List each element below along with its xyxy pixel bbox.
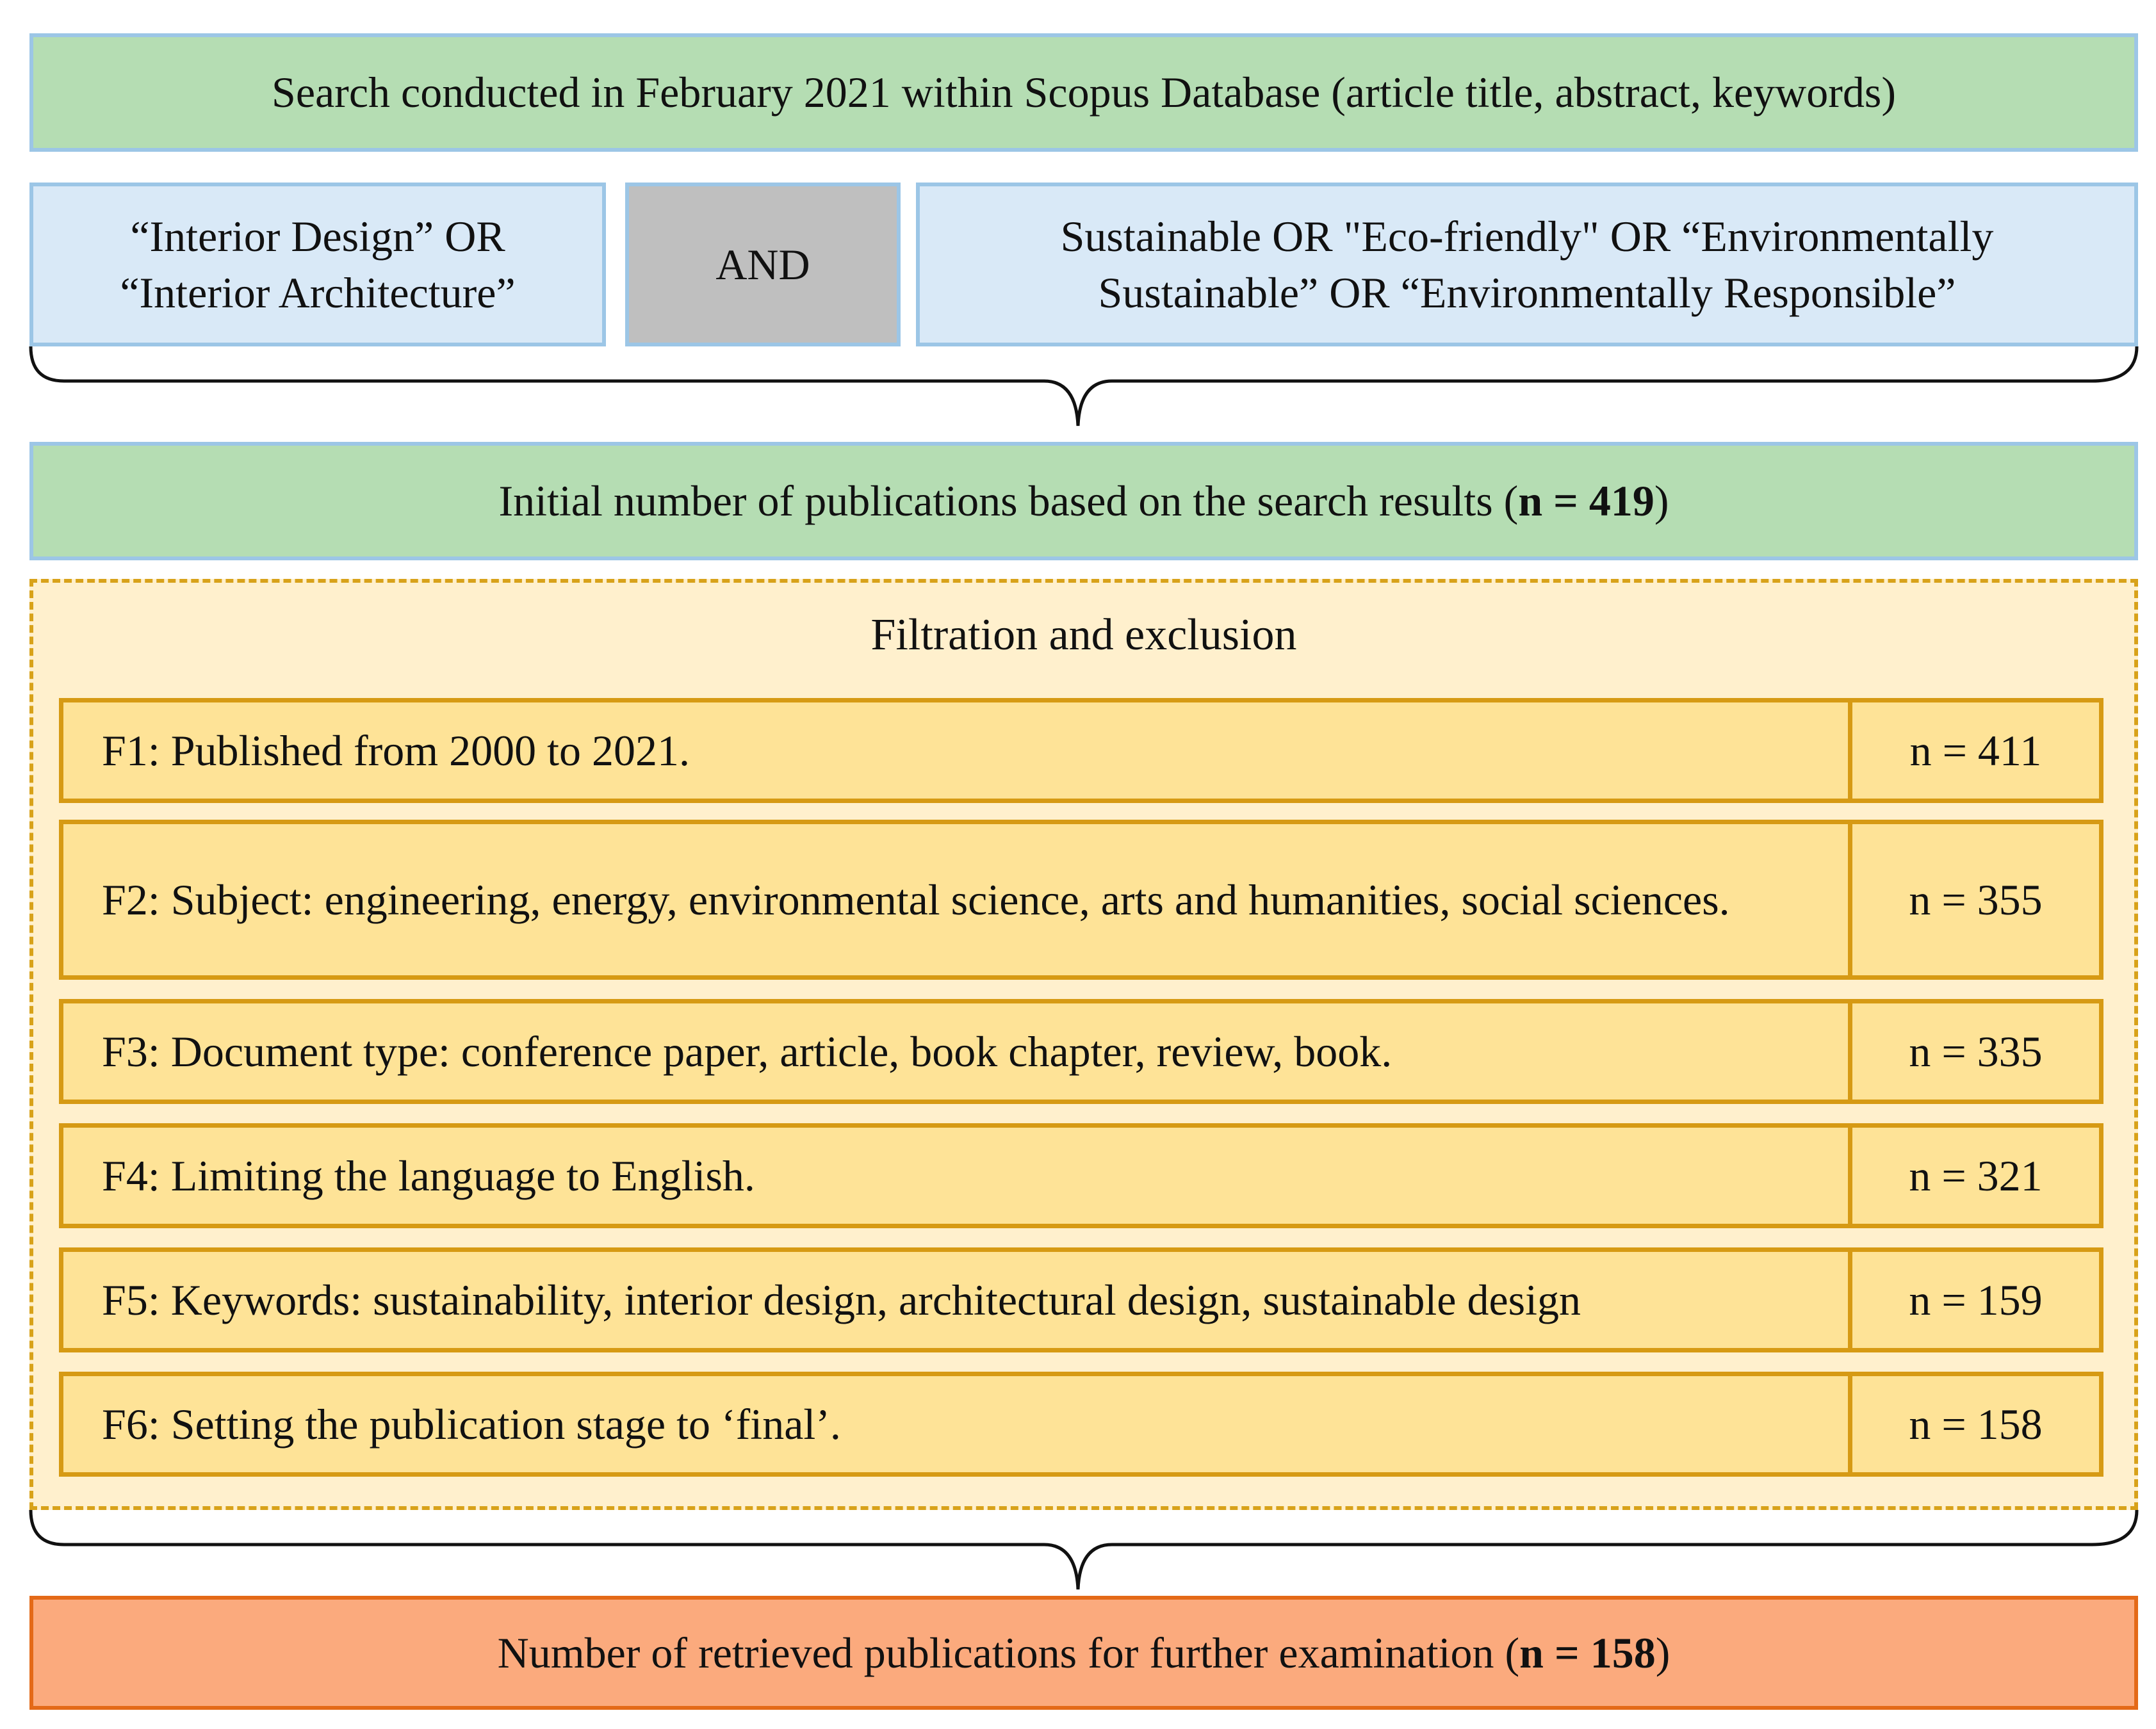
filter-row-f6	[59, 1372, 2103, 1477]
search-header-box	[29, 33, 2138, 152]
filter-label: F4: Limiting the language to English.	[63, 1128, 1852, 1224]
initial-results-text: Initial number of publications based on the search results (n = 419)	[498, 476, 1669, 526]
filter-label: F3: Document type: conference paper, article, book chapter, review, book.	[63, 1003, 1852, 1100]
filter-row-f1	[59, 698, 2103, 803]
search-header-text: Search conducted in February 2021 within Scopus Database (article title, abstract, keywords)	[272, 68, 1896, 117]
final-results-text: Number of retrieved publications for further examination (n = 158)	[497, 1628, 1670, 1677]
filter-row-f3	[59, 999, 2103, 1104]
operator-and-box	[625, 183, 901, 346]
filter-row-f2	[59, 820, 2103, 980]
search-term-right-box	[916, 183, 2138, 346]
filtration-panel	[29, 579, 2138, 1510]
search-term-left-box	[29, 183, 606, 346]
filter-count: n = 335	[1909, 1027, 2043, 1076]
filter-label: F5: Keywords: sustainability, interior design, architectural design, sustainable design	[63, 1252, 1852, 1348]
filter-row-f4	[59, 1123, 2103, 1228]
filtration-title: Filtration and exclusion	[870, 610, 1297, 660]
filter-count: n = 411	[1909, 726, 2042, 775]
final-count: n = 158	[1519, 1628, 1656, 1677]
initial-results-box	[29, 442, 2138, 560]
filter-label: F1: Published from 2000 to 2021.	[63, 702, 1852, 799]
filter-count: n = 159	[1909, 1275, 2043, 1324]
filter-label: F6: Setting the publication stage to ‘final’.	[63, 1376, 1852, 1472]
filter-count: n = 158	[1909, 1399, 2043, 1449]
merge-brace-bottom	[0, 1506, 2156, 1596]
filter-row-f5	[59, 1247, 2103, 1352]
initial-count: n = 419	[1518, 476, 1654, 526]
filter-count: n = 321	[1909, 1151, 2043, 1200]
merge-brace-top	[0, 343, 2156, 432]
filter-label: F2: Subject: engineering, energy, environmental science, arts and humanities, social sciences.	[63, 824, 1852, 975]
operator-and-text: AND	[715, 239, 810, 289]
search-term-right-text: Sustainable OR "Eco-friendly" OR “Environmentally Sustainable” OR “Environmentally Responsible”	[1060, 211, 1994, 317]
search-term-left-text: “Interior Design” OR “Interior Architecture”	[120, 211, 516, 317]
filter-count: n = 355	[1909, 875, 2043, 924]
final-results-box	[29, 1596, 2138, 1710]
